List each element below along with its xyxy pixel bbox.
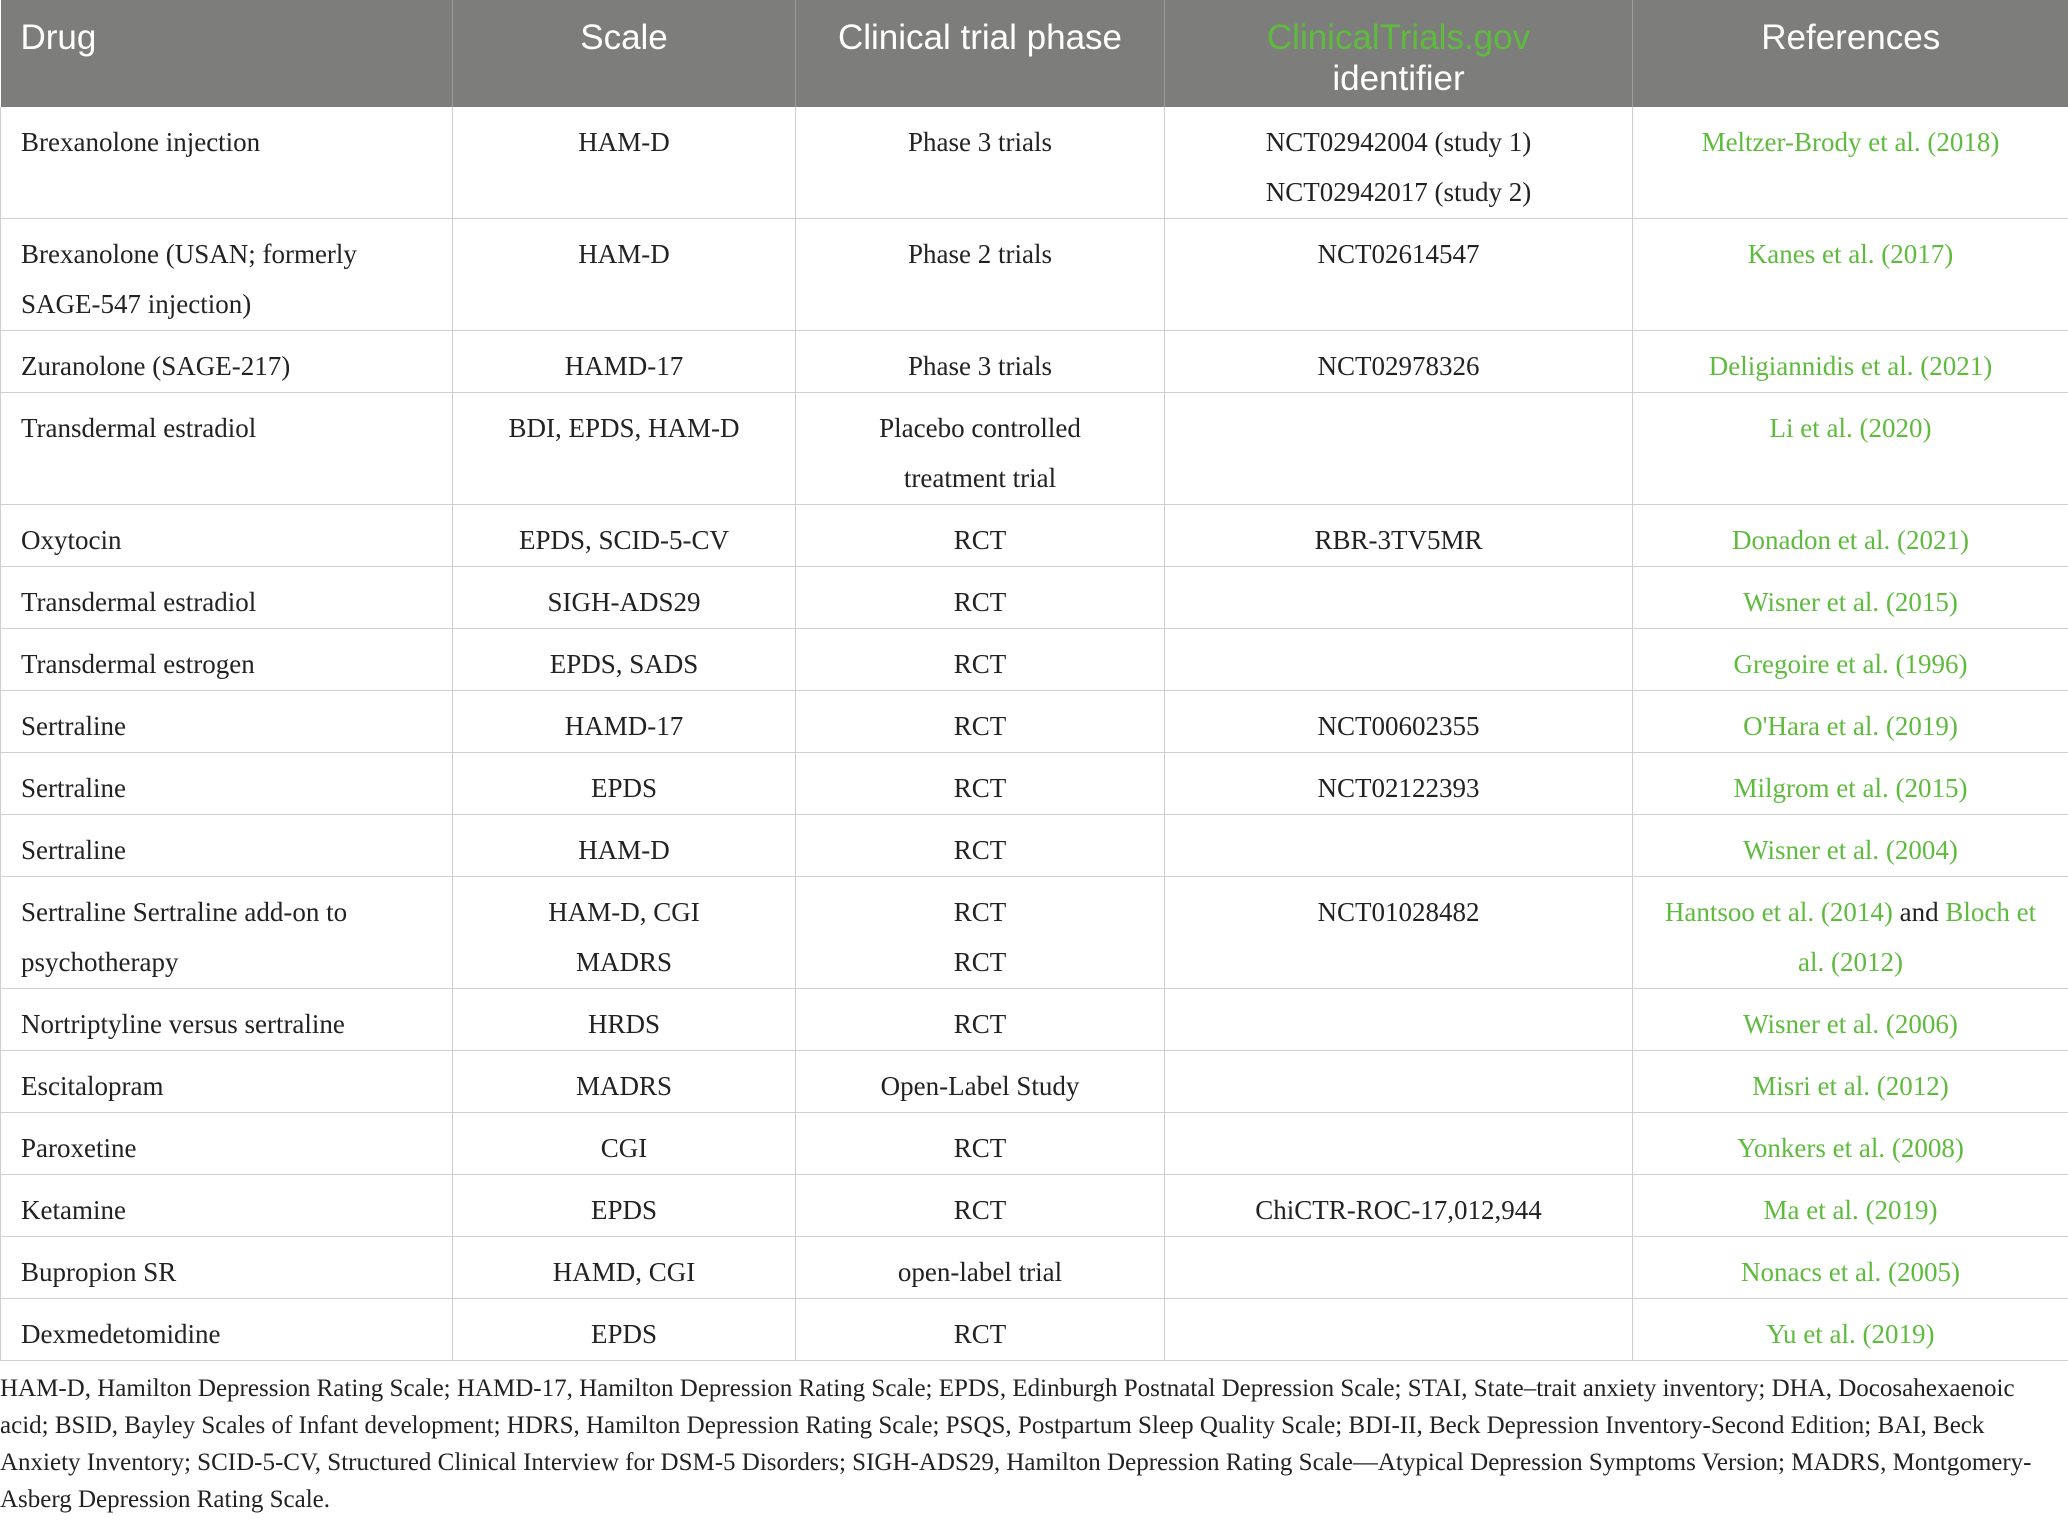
identifier-cell	[1165, 219, 1633, 331]
phase-cell	[796, 989, 1165, 1051]
drug-cell	[1, 393, 453, 505]
drug-cell-line: Paroxetine	[21, 1133, 137, 1163]
phase-cell-line: treatment trial	[903, 463, 1057, 493]
drug-cell	[1, 331, 453, 393]
drug-cell-line: Brexanolone injection	[21, 127, 261, 157]
phase-cell	[796, 1175, 1165, 1237]
identifier-cell	[1165, 1113, 1633, 1175]
scale-cell	[453, 219, 796, 331]
table-row	[1, 1051, 2068, 1113]
phase-cell	[796, 1113, 1165, 1175]
scale-cell	[453, 989, 796, 1051]
drug-cell-line: Zuranolone (SAGE-217)	[21, 351, 291, 381]
scale-cell	[453, 691, 796, 753]
identifier-cell-line: NCT02122393	[1317, 773, 1480, 803]
phase-cell	[796, 393, 1165, 505]
phase-cell-line: RCT	[953, 897, 1007, 927]
phase-cell	[796, 219, 1165, 331]
drug-cell-line: Transdermal estradiol	[21, 587, 257, 617]
phase-cell-line: RCT	[953, 525, 1007, 555]
drug-cell-line: Dexmedetomidine	[21, 1319, 221, 1349]
identifier-cell	[1165, 815, 1633, 877]
reference-link[interactable]: Hantsoo et al. (2014)	[1664, 897, 1893, 927]
scale-cell	[453, 815, 796, 877]
clinicaltrials-gov-link[interactable]: ClinicalTrials.gov	[1266, 18, 1531, 57]
scale-cell-line: EPDS	[590, 1195, 658, 1225]
table-footnote: HAM-D, Hamilton Depression Rating Scale; HAMD-17, Hamilton Depression Rating Scale; EPDS, Edinburgh Postnatal Depression Scale; STAI, State–trait anxiety inventory; DHA, Docosahexaenoic acid; BSID, Bayley Scales of Infant development; HDRS, Hamilton Depression Rating Scale; PSQS, Postpartum Sleep Quality Scale; BDI-II, Beck Depression Inventory-Second Edition; BAI, Beck Anxiety Inventory; SCID-5-CV, Structured Clinical Interview for DSM-5 Disorders; SIGH-ADS29, Hamilton Depression Rating Scale—Atypical Depression Symptoms Version; MADRS, Montgomery-Asberg Depression Rating Scale.	[0, 1375, 2032, 1513]
reference-cell	[1633, 629, 2068, 691]
scale-cell	[453, 1051, 796, 1113]
drug-cell-line: Sertraline Sertraline add-on to	[21, 897, 348, 927]
identifier-cell-line: NCT02942017 (study 2)	[1265, 177, 1532, 207]
drug-cell	[1, 1113, 453, 1175]
scale-cell-line: HAMD-17	[564, 351, 684, 381]
identifier-cell	[1165, 107, 1633, 219]
identifier-cell	[1165, 393, 1633, 505]
table-row	[1, 1299, 2068, 1361]
drug-cell-line: Sertraline	[21, 835, 126, 865]
table-row	[1, 629, 2068, 691]
scale-cell-line: HAM-D	[578, 239, 670, 269]
reference-link[interactable]: Donadon et al. (2021)	[1732, 525, 1969, 555]
drug-cell-line: SAGE-547 injection)	[21, 289, 252, 319]
header-scale: Scale	[453, 0, 796, 107]
reference-link[interactable]: Bloch et al. (2012)	[1798, 897, 2037, 977]
phase-cell-line: RCT	[953, 835, 1007, 865]
drug-cell-line: Brexanolone (USAN; formerly	[21, 239, 357, 269]
phase-cell-line: Phase 3 trials	[908, 127, 1052, 157]
phase-cell	[796, 691, 1165, 753]
drug-cell-line: Escitalopram	[21, 1071, 164, 1101]
scale-cell	[453, 1299, 796, 1361]
scale-cell	[453, 505, 796, 567]
reference-link[interactable]: Yu et al. (2019)	[1766, 1319, 1935, 1349]
reference-link[interactable]: Wisner et al. (2015)	[1743, 587, 1958, 617]
scale-cell	[453, 877, 796, 989]
scale-cell-line: EPDS	[590, 773, 658, 803]
reference-link[interactable]: Deligiannidis et al. (2021)	[1708, 351, 1993, 381]
reference-cell	[1633, 1051, 2068, 1113]
identifier-cell-line: ChiCTR-ROC-17,012,944	[1255, 1195, 1542, 1225]
phase-cell-line: RCT	[953, 1133, 1007, 1163]
phase-cell-line: RCT	[953, 947, 1007, 977]
reference-cell	[1633, 567, 2068, 629]
identifier-cell	[1165, 1175, 1633, 1237]
identifier-cell-line: NCT02978326	[1317, 351, 1480, 381]
phase-cell-line: RCT	[953, 773, 1007, 803]
scale-cell-line: HAM-D, CGI	[548, 897, 700, 927]
drug-cell	[1, 1237, 453, 1299]
table-row	[1, 877, 2068, 989]
scale-cell	[453, 629, 796, 691]
scale-cell	[453, 567, 796, 629]
reference-cell	[1633, 1113, 2068, 1175]
table-row	[1, 989, 2068, 1051]
drug-cell-line: Ketamine	[21, 1195, 126, 1225]
reference-cell	[1633, 989, 2068, 1051]
drug-cell-line: Oxytocin	[21, 525, 122, 555]
scale-cell-line: HAMD-17	[564, 711, 684, 741]
header-identifier-suffix: identifier	[1332, 59, 1465, 98]
drug-cell-line: Sertraline	[21, 773, 126, 803]
reference-cell	[1633, 331, 2068, 393]
table-row	[1, 1113, 2068, 1175]
reference-cell	[1633, 691, 2068, 753]
drug-cell	[1, 753, 453, 815]
header-identifier	[1165, 0, 1633, 107]
scale-cell-line: CGI	[600, 1133, 648, 1163]
scale-cell	[453, 1175, 796, 1237]
drug-cell-line: Bupropion SR	[21, 1257, 177, 1287]
scale-cell	[453, 107, 796, 219]
phase-cell-line: RCT	[953, 711, 1007, 741]
drug-cell	[1, 1175, 453, 1237]
reference-cell	[1633, 1299, 2068, 1361]
reference-cell	[1633, 393, 2068, 505]
header-phase: Clinical trial phase	[796, 0, 1165, 107]
reference-link[interactable]: Ma et al. (2019)	[1763, 1195, 1938, 1225]
drug-cell	[1, 1051, 453, 1113]
drug-cell-line: psychotherapy	[21, 947, 179, 977]
phase-cell	[796, 753, 1165, 815]
drug-cell	[1, 107, 453, 219]
identifier-cell-line: NCT00602355	[1317, 711, 1480, 741]
reference-cell	[1633, 505, 2068, 567]
header-drug: Drug	[1, 0, 453, 107]
scale-cell-line: BDI, EPDS, HAM-D	[508, 413, 740, 443]
table-row	[1, 219, 2068, 331]
identifier-cell-line: NCT02614547	[1317, 239, 1480, 269]
scale-cell-line: EPDS, SADS	[549, 649, 699, 679]
identifier-cell	[1165, 1051, 1633, 1113]
reference-link[interactable]: O'Hara et al. (2019)	[1743, 711, 1958, 741]
identifier-cell-line: RBR-3TV5MR	[1314, 525, 1483, 555]
phase-cell-line: open-label trial	[897, 1257, 1063, 1287]
drug-cell	[1, 989, 453, 1051]
reference-cell	[1633, 107, 2068, 219]
identifier-cell	[1165, 753, 1633, 815]
reference-link[interactable]: Misri et al. (2012)	[1752, 1071, 1949, 1101]
identifier-cell	[1165, 989, 1633, 1051]
phase-cell	[796, 1237, 1165, 1299]
reference-cell	[1633, 877, 2068, 989]
phase-cell	[796, 567, 1165, 629]
drug-cell	[1, 219, 453, 331]
scale-cell-line: HAM-D	[578, 835, 670, 865]
phase-cell-line: RCT	[953, 1195, 1007, 1225]
phase-cell-line: RCT	[953, 649, 1007, 679]
drug-cell	[1, 629, 453, 691]
table-row	[1, 753, 2068, 815]
phase-cell	[796, 815, 1165, 877]
identifier-cell	[1165, 629, 1633, 691]
scale-cell-line: HAM-D	[578, 127, 670, 157]
phase-cell	[796, 877, 1165, 989]
scale-cell-line: HRDS	[587, 1009, 661, 1039]
reference-link[interactable]: Kanes et al. (2017)	[1747, 239, 1954, 269]
table-row	[1, 1175, 2068, 1237]
table-row	[1, 1237, 2068, 1299]
drug-cell-line: Transdermal estradiol	[21, 413, 257, 443]
phase-cell	[796, 629, 1165, 691]
reference-link[interactable]: Nonacs et al. (2005)	[1741, 1257, 1960, 1287]
drug-cell-line: Nortriptyline versus sertraline	[21, 1009, 345, 1039]
scale-cell-line: EPDS	[590, 1319, 658, 1349]
reference-cell	[1633, 753, 2068, 815]
scale-cell-line: MADRS	[575, 1071, 673, 1101]
scale-cell	[453, 331, 796, 393]
reference-link[interactable]: Li et al. (2020)	[1769, 413, 1932, 443]
scale-cell-line: HAMD, CGI	[552, 1257, 696, 1287]
scale-cell-line: EPDS, SCID-5-CV	[518, 525, 730, 555]
phase-cell-line: Phase 2 trials	[908, 239, 1052, 269]
phase-cell	[796, 1051, 1165, 1113]
phase-cell-line: Phase 3 trials	[908, 351, 1052, 381]
table-row	[1, 567, 2068, 629]
identifier-cell	[1165, 567, 1633, 629]
header-row	[1, 0, 2068, 107]
reference-separator: and	[1892, 897, 1946, 927]
drug-cell-line: Sertraline	[21, 711, 126, 741]
scale-cell	[453, 1113, 796, 1175]
reference-link[interactable]: Milgrom et al. (2015)	[1733, 773, 1968, 803]
phase-cell-line: RCT	[953, 1319, 1007, 1349]
identifier-cell-line: NCT01028482	[1317, 897, 1480, 927]
scale-cell	[453, 1237, 796, 1299]
phase-cell-line: RCT	[953, 1009, 1007, 1039]
scale-cell	[453, 393, 796, 505]
drug-cell	[1, 1299, 453, 1361]
drug-cell	[1, 691, 453, 753]
reference-cell	[1633, 1175, 2068, 1237]
scale-cell-line: MADRS	[575, 947, 673, 977]
identifier-cell	[1165, 331, 1633, 393]
identifier-cell	[1165, 505, 1633, 567]
table-row	[1, 815, 2068, 877]
identifier-cell	[1165, 1299, 1633, 1361]
table-row	[1, 505, 2068, 567]
phase-cell	[796, 1299, 1165, 1361]
phase-cell-line: RCT	[953, 587, 1007, 617]
table-body	[1, 107, 2068, 1361]
scale-cell-line: SIGH-ADS29	[547, 587, 701, 617]
table-row	[1, 393, 2068, 505]
phase-cell-line: Open-Label Study	[880, 1071, 1080, 1101]
drug-cell	[1, 567, 453, 629]
drug-cell	[1, 877, 453, 989]
scale-cell	[453, 753, 796, 815]
table-row	[1, 691, 2068, 753]
identifier-cell-line: NCT02942004 (study 1)	[1265, 127, 1532, 157]
identifier-cell	[1165, 1237, 1633, 1299]
reference-link[interactable]: Yonkers et al. (2008)	[1737, 1133, 1964, 1163]
reference-link[interactable]: Wisner et al. (2004)	[1743, 835, 1958, 865]
identifier-cell	[1165, 691, 1633, 753]
header-references: References	[1633, 0, 2068, 107]
reference-cell	[1633, 219, 2068, 331]
table-row	[1, 331, 2068, 393]
phase-cell	[796, 505, 1165, 567]
reference-link[interactable]: Wisner et al. (2006)	[1743, 1009, 1958, 1039]
phase-cell-line: Placebo controlled	[879, 413, 1081, 443]
reference-cell	[1633, 815, 2068, 877]
table-row	[1, 107, 2068, 219]
reference-cell	[1633, 1237, 2068, 1299]
identifier-cell	[1165, 877, 1633, 989]
phase-cell	[796, 107, 1165, 219]
reference-link[interactable]: Gregoire et al. (1996)	[1733, 649, 1968, 679]
phase-cell	[796, 331, 1165, 393]
drug-cell-line: Transdermal estrogen	[21, 649, 255, 679]
drug-cell	[1, 815, 453, 877]
reference-link[interactable]: Meltzer-Brody et al. (2018)	[1701, 127, 2000, 157]
drug-cell	[1, 505, 453, 567]
